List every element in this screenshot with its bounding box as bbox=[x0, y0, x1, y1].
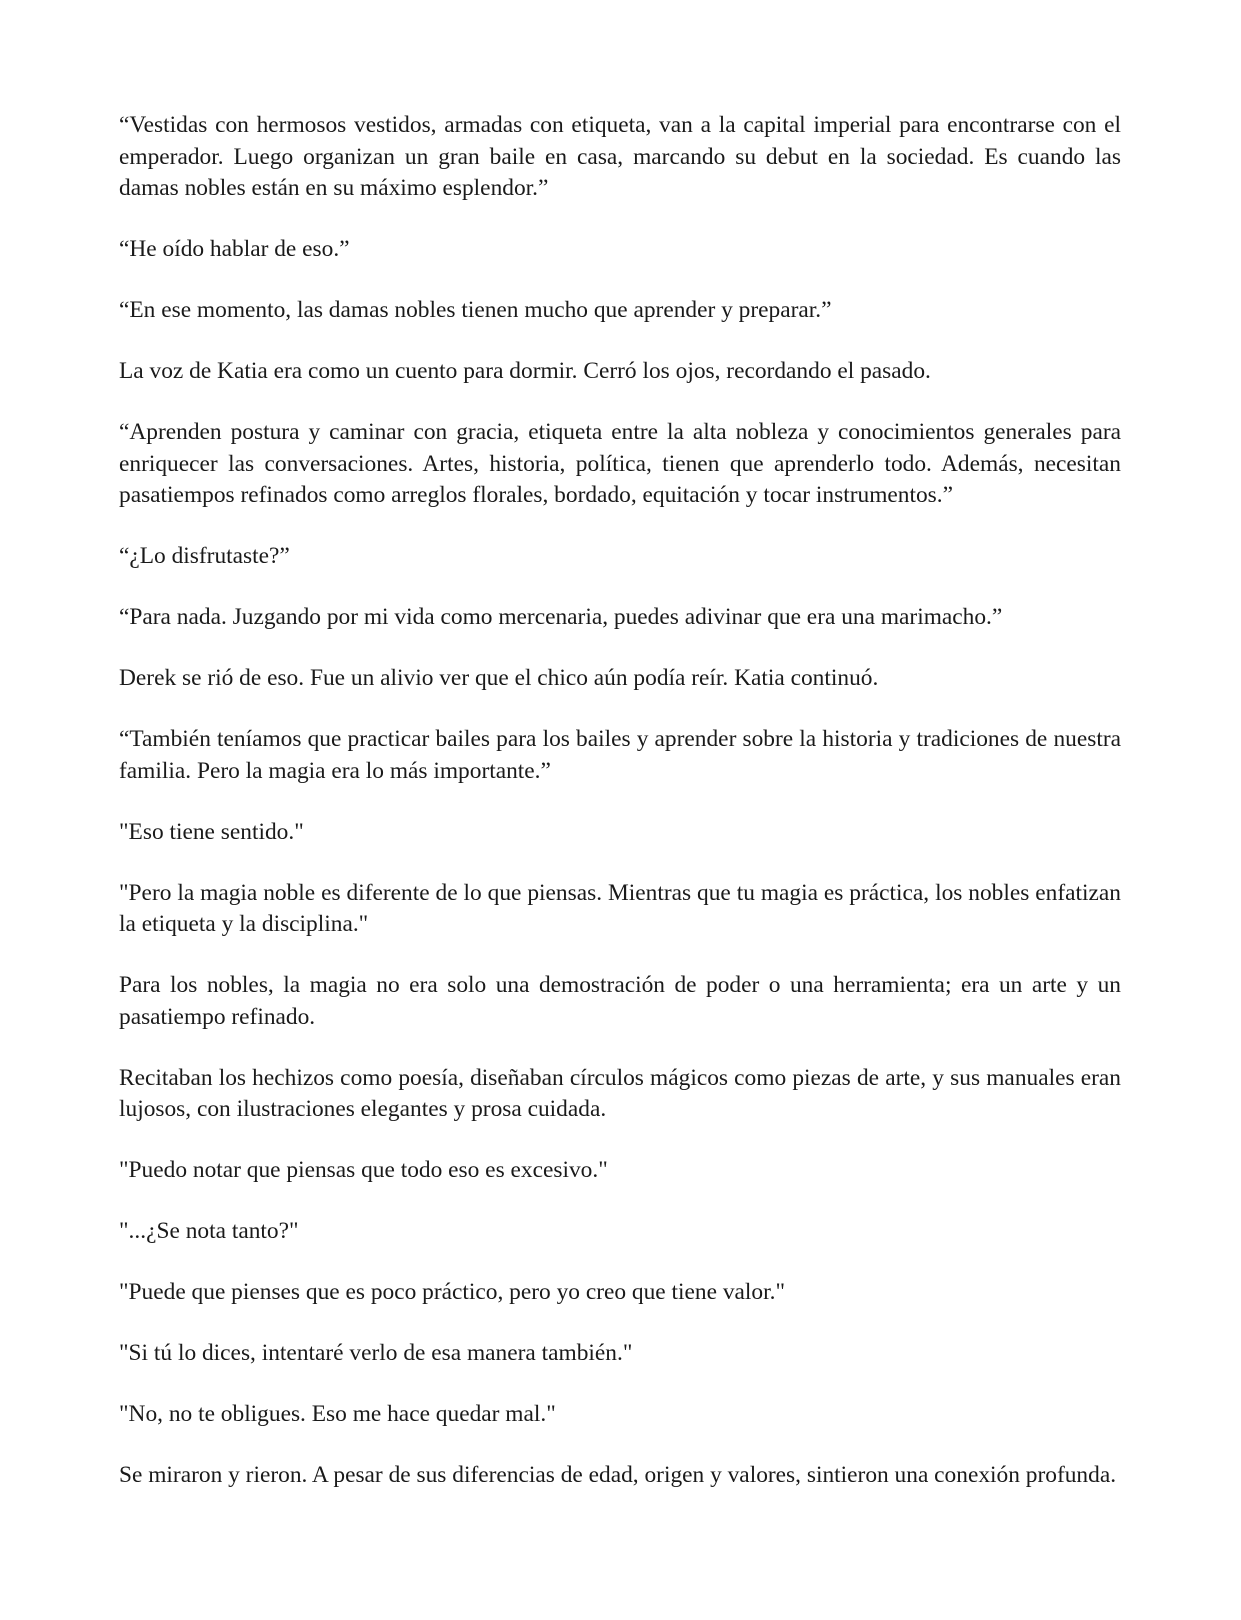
paragraph: “Vestidas con hermosos vestidos, armadas con etiqueta, van a la capital imperial para encontrarse con el emperador. Luego organizan un gran baile en casa, marcando su debut en la sociedad. Es cuando las damas nobles están en su máximo esplendor.” bbox=[119, 112, 1121, 201]
paragraph: Se miraron y rieron. A pesar de sus diferencias de edad, origen y valores, sintieron una conexión profunda. bbox=[119, 1462, 1117, 1488]
paragraph: “¿Lo disfrutaste?” bbox=[119, 543, 290, 569]
paragraph: “Para nada. Juzgando por mi vida como mercenaria, puedes adivinar que era una marimacho.” bbox=[119, 604, 1003, 630]
paragraph: Derek se rió de eso. Fue un alivio ver que el chico aún podía reír. Katia continuó. bbox=[119, 665, 879, 691]
paragraph: "...¿Se nota tanto?" bbox=[119, 1218, 299, 1244]
paragraph: “Aprenden postura y caminar con gracia, etiqueta entre la alta nobleza y conocimientos generales para enriquecer las conversaciones. Artes, historia, política, tienen que aprenderlo todo. Además, necesitan pasatiempos refinados como arreglos florales, bordado, equitación y tocar instrumentos.” bbox=[119, 419, 1121, 508]
paragraph: "Puede que pienses que es poco práctico, pero yo creo que tiene valor." bbox=[119, 1279, 786, 1305]
paragraph: "Si tú lo dices, intentaré verlo de esa manera también." bbox=[119, 1340, 633, 1366]
paragraph: Recitaban los hechizos como poesía, diseñaban círculos mágicos como piezas de arte, y sus manuales eran lujosos, con ilustraciones elegantes y prosa cuidada. bbox=[119, 1064, 1121, 1122]
paragraph: Para los nobles, la magia no era solo una demostración de poder o una herramienta; era un arte y un pasatiempo refinado. bbox=[119, 972, 1121, 1030]
paragraph: "Puedo notar que piensas que todo eso es excesivo." bbox=[119, 1157, 608, 1183]
paragraph: “También teníamos que practicar bailes para los bailes y aprender sobre la historia y tradiciones de nuestra familia. Pero la magia era lo más importante.” bbox=[119, 726, 1121, 784]
paragraph: “En ese momento, las damas nobles tienen mucho que aprender y preparar.” bbox=[119, 297, 832, 323]
paragraph: "No, no te obligues. Eso me hace quedar mal." bbox=[119, 1401, 556, 1427]
document-page bbox=[119, 110, 1121, 1492]
paragraph: “He oído hablar de eso.” bbox=[119, 236, 350, 262]
paragraph: La voz de Katia era como un cuento para dormir. Cerró los ojos, recordando el pasado. bbox=[119, 358, 931, 384]
paragraph: "Pero la magia noble es diferente de lo que piensas. Mientras que tu magia es práctica, los nobles enfatizan la etiqueta y la disciplina." bbox=[119, 879, 1121, 937]
paragraph: "Eso tiene sentido." bbox=[119, 818, 304, 845]
